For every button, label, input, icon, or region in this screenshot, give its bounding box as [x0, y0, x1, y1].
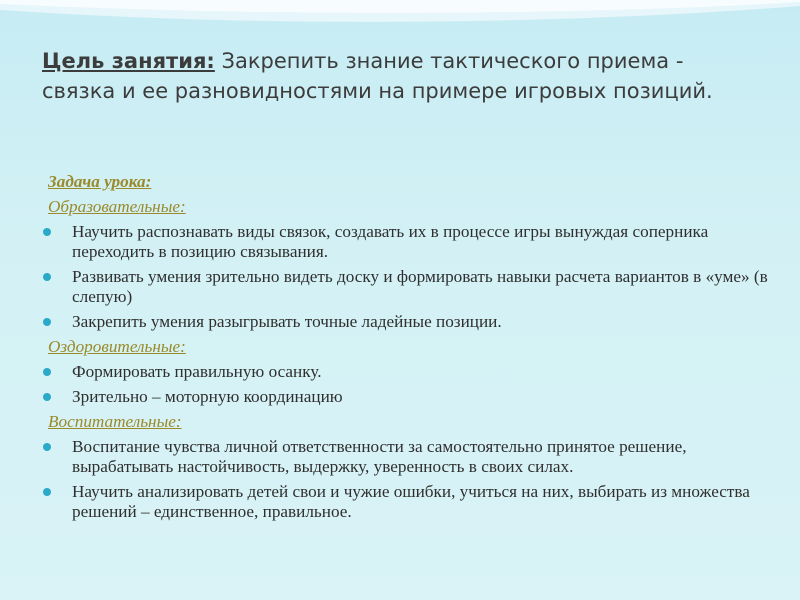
- slide-content: [42, 172, 782, 527]
- section-heading-educational: Образовательные:: [48, 197, 186, 216]
- list-item-text: Научить распознавать виды связок, создавать их в процессе игры вынуждая соперника переходить в позицию связывания.: [72, 222, 709, 261]
- section-heading-upbringing: Воспитательные:: [48, 412, 182, 431]
- title-text: Закрепить знание тактического приема - связка и ее разновидностями на примере игровых позиций.: [42, 49, 713, 103]
- bullet-icon: [43, 488, 51, 496]
- bullet-icon: [43, 228, 51, 236]
- title-lead: Цель занятия:: [42, 49, 215, 73]
- list-item: [42, 222, 782, 262]
- list-item-text: Научить анализировать детей свои и чужие ошибки, учиться на них, выбирать из множества решений – единственное, правильное.: [72, 482, 750, 521]
- bullet-icon: [43, 393, 51, 401]
- list-item: [42, 312, 782, 332]
- list-item: [42, 362, 782, 382]
- section-heading-health: Оздоровительные:: [48, 337, 186, 356]
- bullet-icon: [43, 368, 51, 376]
- list-item-text: Закрепить умения разыгрывать точные ладейные позиции.: [72, 312, 502, 331]
- bullet-icon: [43, 318, 51, 326]
- task-label: Задача урока:: [48, 172, 152, 191]
- list-item-text: Зрительно – моторную координацию: [72, 387, 343, 406]
- list-item-text: Формировать правильную осанку.: [72, 362, 322, 381]
- list-item-text: Воспитание чувства личной ответственности за самостоятельно принятое решение, вырабатывать настойчивость, выдержку, уверенность в своих силах.: [72, 437, 687, 476]
- bullet-icon: [43, 273, 51, 281]
- list-item: [42, 482, 782, 522]
- list-item: [42, 437, 782, 477]
- list-item-text: Развивать умения зрительно видеть доску и формировать навыки расчета вариантов в «уме» (в слепую): [72, 267, 768, 306]
- slide-title: [42, 46, 762, 106]
- bullet-icon: [43, 443, 51, 451]
- list-item: [42, 387, 782, 407]
- decorative-wave: [0, 0, 800, 40]
- list-item: [42, 267, 782, 307]
